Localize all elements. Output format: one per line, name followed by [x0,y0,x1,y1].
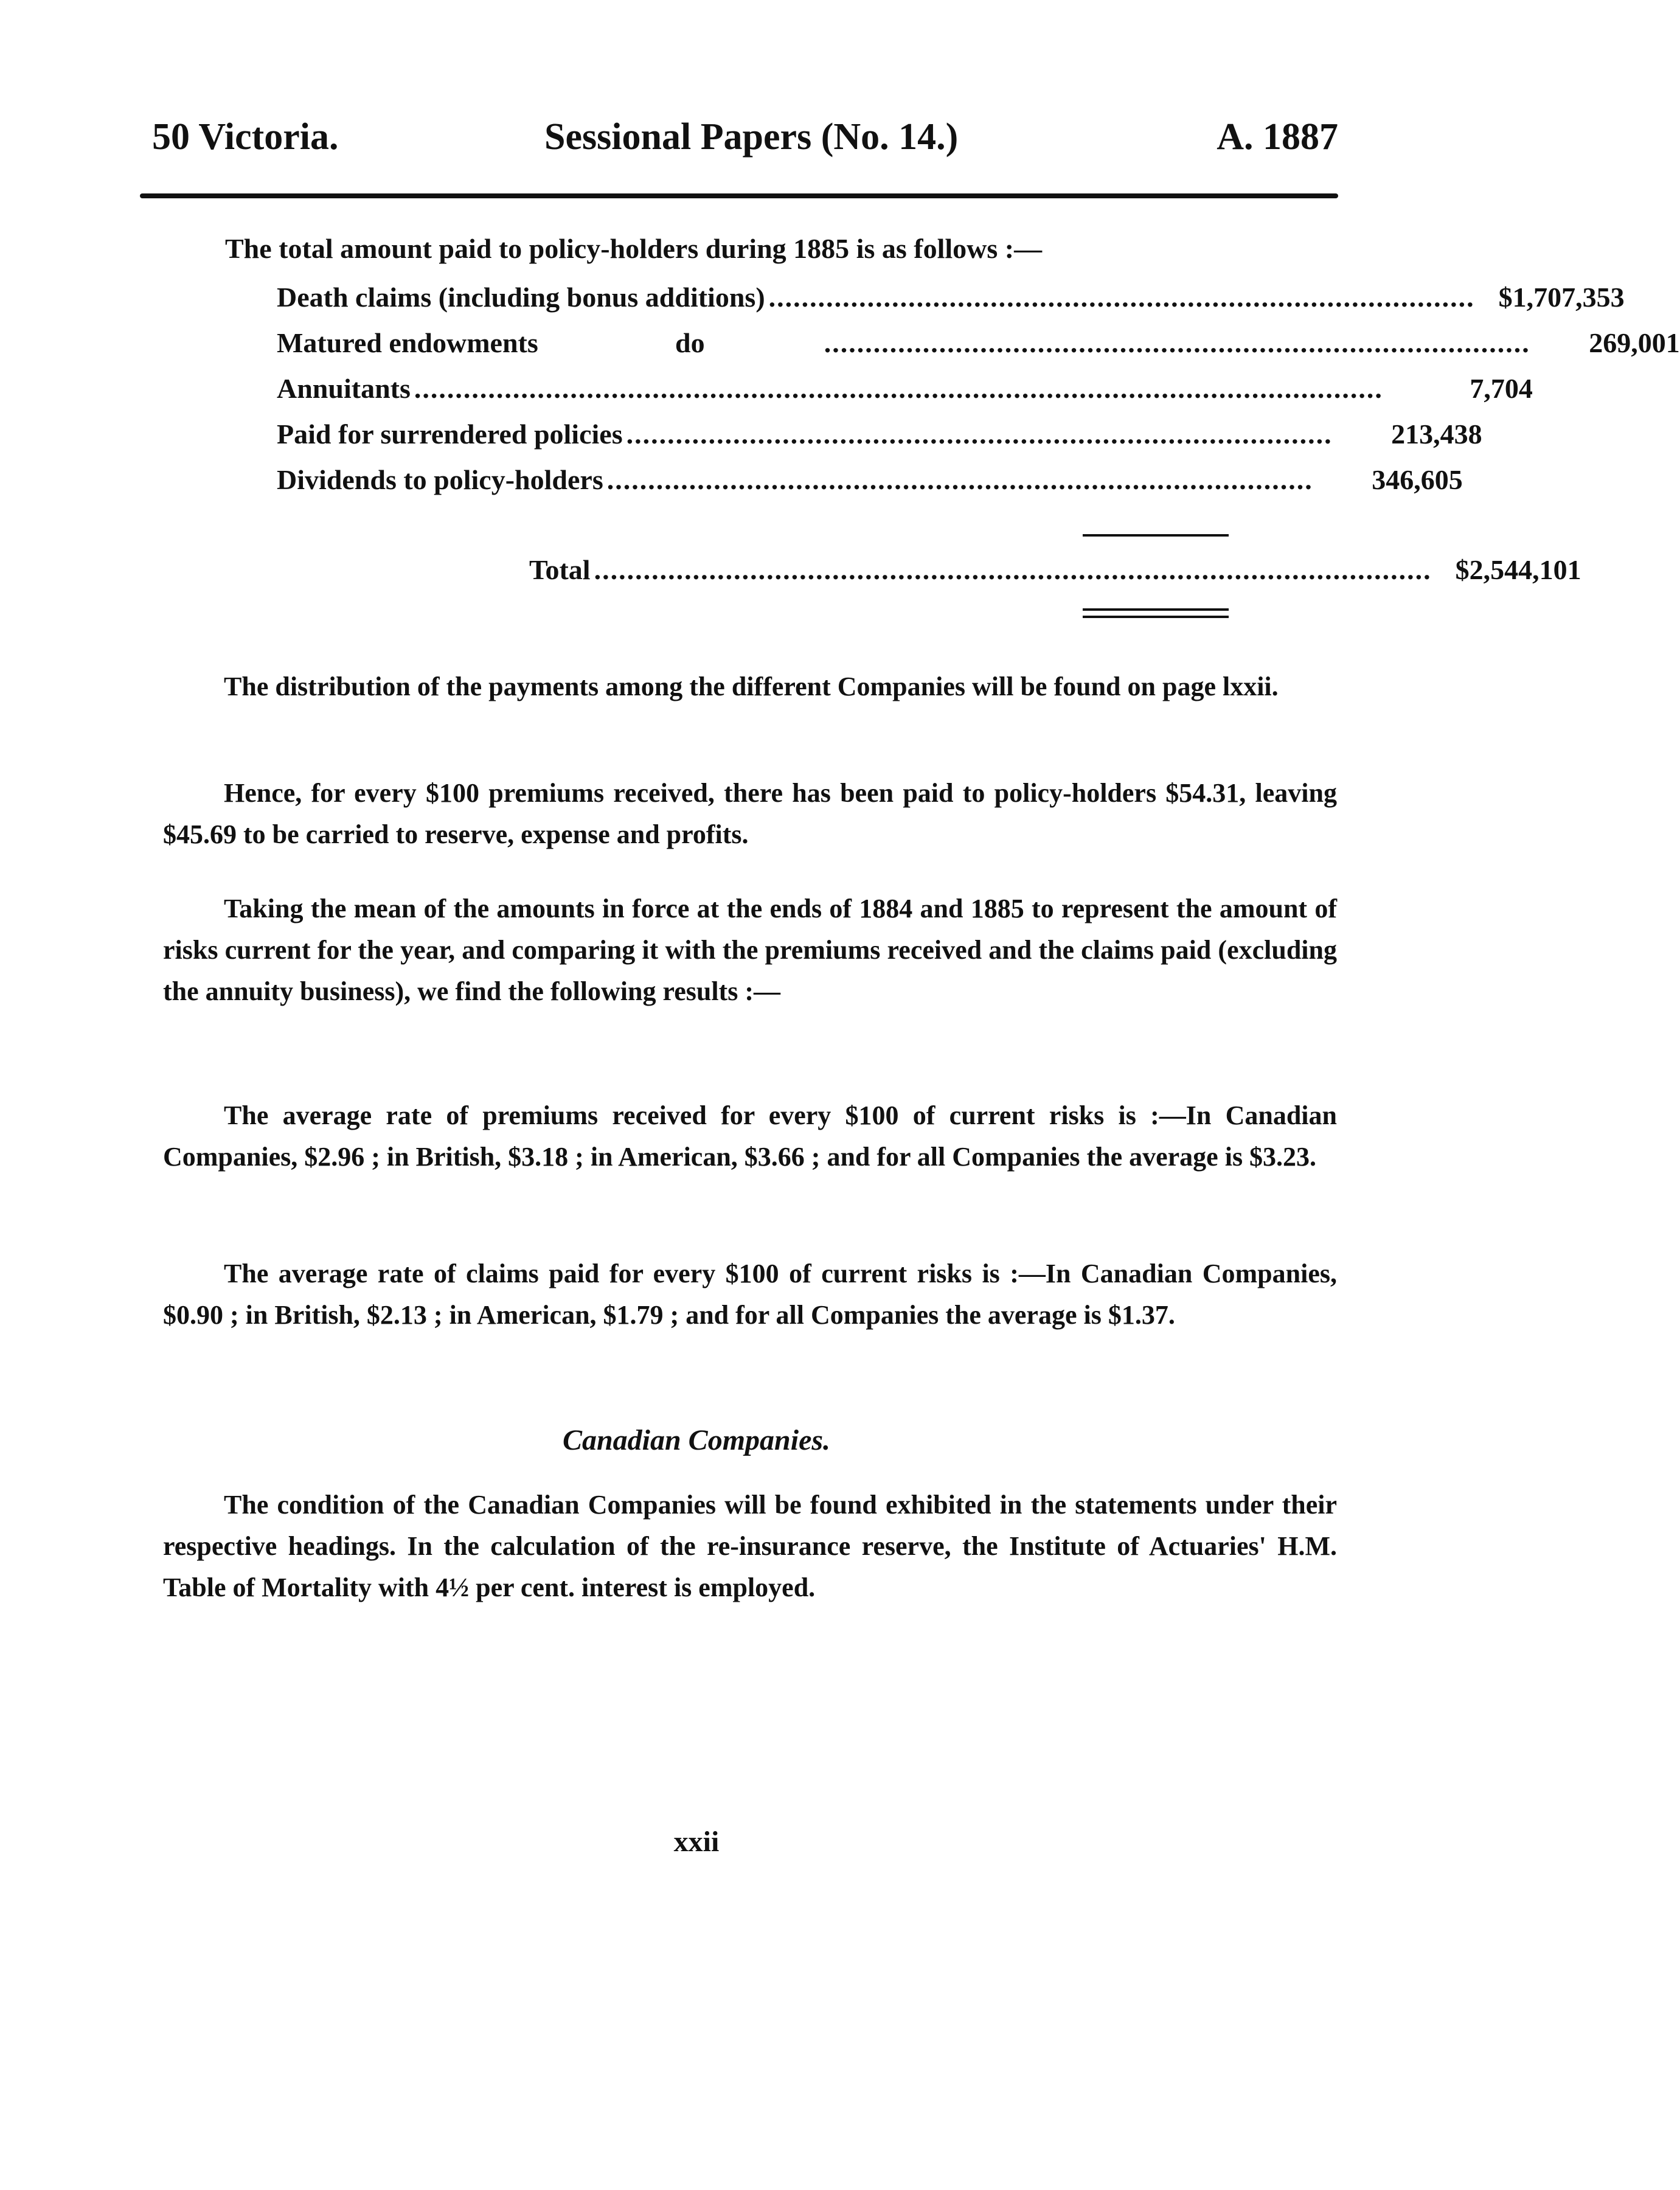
payments-table [277,281,1680,509]
total-rule [1083,534,1229,537]
payment-label: Death claims (including bonus additions) [277,282,765,313]
dot-leader: ...................................................................................................................... [414,373,1383,404]
payment-row-death-claims [277,281,1625,327]
payment-label: Matured endowments [277,327,538,358]
paragraph-premiums [163,1095,1337,1178]
total-label: Total [529,554,591,585]
paragraph-text: The average rate of premiums received for every $100 of current risks is :—In Canadian Companies, $2.96 ; in British, $3.18 ; in American, $3.66 ; and for all Companies the average is $3.23. [163,1100,1337,1172]
ditto-mark: do [675,327,705,358]
payment-amount: $1,707,353 [1498,282,1625,313]
dot-leader: ...................................................................................... [824,327,1530,358]
double-rule [1083,616,1229,618]
paragraph-taking [163,888,1337,1012]
page-folio: xxii [673,1826,720,1858]
payment-amount: 269,001 [1589,327,1680,358]
paragraph-distribution [163,666,1337,707]
payment-amount: 346,605 [1372,464,1463,495]
dot-leader: ...................................................................................................... [594,554,1432,585]
header-session: 50 Victoria. [152,116,339,158]
total-amount: $2,544,101 [1455,554,1581,585]
payment-label: Annuitants [277,373,411,404]
payment-amount: 213,438 [1391,419,1482,450]
header-title: Sessional Papers (No. 14.) [544,116,959,158]
payment-row-dividends [277,464,1463,509]
paragraph-hence [163,773,1337,855]
dot-leader: ...................................................................................... [626,419,1333,450]
running-header [152,116,1338,164]
payment-row-annuitants [277,372,1533,418]
intro-line: The total amount paid to policy-holders during 1885 is as follows :— [225,233,1043,264]
payment-label: Paid for surrendered policies [277,419,623,450]
paragraph-text: The average rate of claims paid for every $100 of current risks is :—In Canadian Companies, $0.90 ; in British, $2.13 ; in American, $1.79 ; and for all Companies the average is $1.37. [163,1259,1337,1330]
paragraph-claims [163,1253,1337,1336]
payment-label: Dividends to policy-holders [277,464,603,495]
paragraph-text: The distribution of the payments among the different Companies will be found on page lxxii. [224,672,1279,701]
payment-row-surrendered [277,418,1482,464]
paragraph-text: Hence, for every $100 premiums received, there has been paid to policy-holders $54.31, leaving $45.69 to be carried to reserve, expense and profits. [163,778,1337,849]
total-row [529,554,1581,586]
payment-row-matured-endowments [277,327,1680,372]
header-year: A. 1887 [1217,116,1338,158]
section-heading: Canadian Companies. [562,1424,831,1456]
double-rule [1083,608,1229,611]
paragraph-text: The condition of the Canadian Companies will be found exhibited in the statements under their respective headings. In the calculation of the re-insurance reserve, the Institute of Actuaries' H.M. Table of Mortality with 4½ per cent. interest is employed. [163,1490,1337,1602]
paragraph-condition [163,1484,1337,1608]
dot-leader: ...................................................................................... [768,282,1475,313]
payment-amount: 7,704 [1470,373,1533,404]
header-rule [140,193,1338,198]
paragraph-text: Taking the mean of the amounts in force at the ends of 1884 and 1885 to represent the amount of risks current for the year, and comparing it with the premiums received and the claims paid (excluding the annuity business), we find the following results :— [163,894,1337,1006]
dot-leader: ...................................................................................... [606,464,1313,495]
